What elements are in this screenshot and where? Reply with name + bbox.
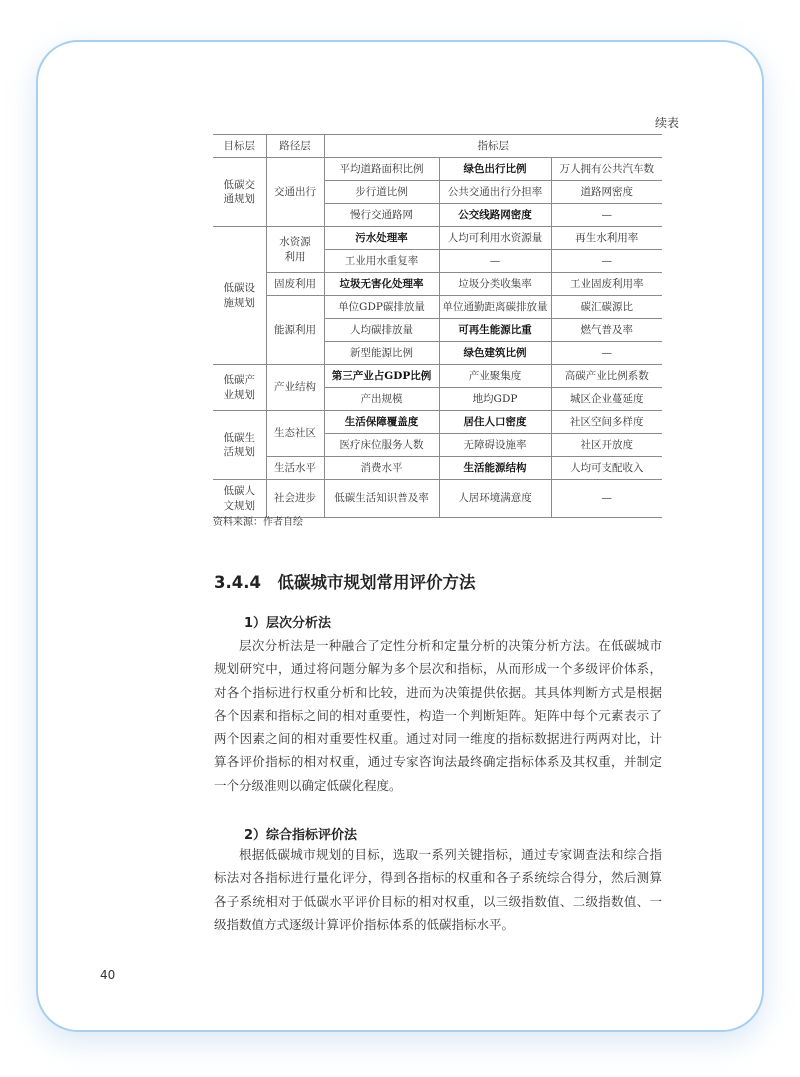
indicator-cell: 产出规模 — [324, 388, 439, 411]
indicator-cell: 新型能源比例 — [324, 342, 439, 365]
indicator-cell: 单位通勤距离碳排放量 — [439, 296, 551, 319]
goal-cell: 低碳产业规划 — [213, 365, 266, 411]
table-row — [213, 411, 662, 434]
indicator-cell: 高碳产业比例系数 — [551, 365, 662, 388]
table-source-note: 资料来源：作者自绘 — [213, 517, 303, 528]
table-continued-label: 续表 — [654, 116, 679, 130]
indicator-cell: 垃圾分类收集率 — [439, 273, 551, 296]
path-cell: 生活水平 — [266, 457, 324, 480]
indicator-cell: 人均可支配收入 — [551, 457, 662, 480]
path-cell: 产业结构 — [266, 365, 324, 411]
path-cell: 交通出行 — [266, 158, 324, 227]
path-cell: 能源利用 — [266, 296, 324, 365]
indicator-cell: 城区企业蔓延度 — [551, 388, 662, 411]
indicator-cell: 无障碍设施率 — [439, 434, 551, 457]
paragraph-ahp: 层次分析法是一种融合了定性分析和定量分析的决策分析方法。在低碳城市规划研究中，通过将问题分解为多个层次和指标，从而形成一个多级评价体系，对各个指标进行权重分析和比较，进而为决策提供依据。其具体判断方式是根据各个因素和指标之间的相对重要性，构造一个判断矩阵。矩阵中每个元素表示了两个因素之间的相对重要性权重。通过对同一维度的指标数据进行两两对比，计算各评价指标的相对权重，通过专家咨询法最终确定指标体系及其权重，并制定一个分级准则以确定低碳化程度。 — [214, 638, 662, 793]
path-cell: 固废利用 — [266, 273, 324, 296]
path-cell: 水资源利用 — [266, 227, 324, 273]
indicator-cell: 再生水利用率 — [551, 227, 662, 250]
indicator-cell: 低碳生活知识普及率 — [324, 480, 439, 518]
goal-cell: 低碳设施规划 — [213, 227, 266, 365]
indicator-cell: 公交线路网密度 — [439, 204, 551, 227]
table-row — [213, 365, 662, 388]
indicator-cell: 可再生能源比重 — [439, 319, 551, 342]
subsection-title-ahp: 1）层次分析法 — [244, 616, 332, 631]
indicator-cell: 万人拥有公共汽车数 — [551, 158, 662, 181]
indicator-cell: — — [551, 480, 662, 518]
indicator-cell: 慢行交通路网 — [324, 204, 439, 227]
table-row — [213, 227, 662, 250]
indicator-cell: 燃气普及率 — [551, 319, 662, 342]
indicator-cell: — — [551, 250, 662, 273]
indicator-table — [213, 134, 662, 518]
table-row — [213, 480, 662, 518]
indicator-cell: 产业聚集度 — [439, 365, 551, 388]
indicator-cell: 人均碳排放量 — [324, 319, 439, 342]
header-indicator-layer: 指标层 — [324, 135, 662, 158]
goal-cell: 低碳生活规划 — [213, 411, 266, 480]
goal-cell: 低碳交通规划 — [213, 158, 266, 227]
indicator-cell: — — [551, 204, 662, 227]
paragraph-composite-index: 根据低碳城市规划的目标，选取一系列关键指标，通过专家调查法和综合指标法对各指标进行量化评分，得到各指标的权重和各子系统综合得分，然后测算各子系统相对于低碳水平评价目标的相对权重，以三级指数值、二级指数值、一级指数值方式逐级计算评价指标体系的低碳指标水平。 — [214, 847, 662, 932]
indicator-cell: 人居环境满意度 — [439, 480, 551, 518]
indicator-cell: 医疗床位服务人数 — [324, 434, 439, 457]
indicator-cell: 公共交通出行分担率 — [439, 181, 551, 204]
table-row — [213, 457, 662, 480]
indicator-cell: 工业固废利用率 — [551, 273, 662, 296]
indicator-cell: 道路网密度 — [551, 181, 662, 204]
path-cell: 社会进步 — [266, 480, 324, 518]
table-header-row — [213, 135, 662, 158]
table-row — [213, 158, 662, 181]
indicator-cell: — — [551, 342, 662, 365]
indicator-cell: 绿色建筑比例 — [439, 342, 551, 365]
table-row — [213, 296, 662, 319]
indicator-cell: 步行道比例 — [324, 181, 439, 204]
subsection-title-composite-index: 2）综合指标评价法 — [244, 828, 358, 843]
table-row — [213, 273, 662, 296]
indicator-cell: 绿色出行比例 — [439, 158, 551, 181]
indicator-cell: 平均道路面积比例 — [324, 158, 439, 181]
indicator-cell: 消费水平 — [324, 457, 439, 480]
path-cell: 生态社区 — [266, 411, 324, 457]
indicator-cell: 地均GDP — [439, 388, 551, 411]
header-path-layer: 路径层 — [266, 135, 324, 158]
section-title: 3.4.4 低碳城市规划常用评价方法 — [214, 573, 476, 592]
indicator-cell: 居住人口密度 — [439, 411, 551, 434]
indicator-cell: 单位GDP碳排放量 — [324, 296, 439, 319]
indicator-cell: 碳汇碳源比 — [551, 296, 662, 319]
indicator-cell: 社区开放度 — [551, 434, 662, 457]
header-goal-layer: 目标层 — [213, 135, 266, 158]
indicator-cell: 社区空间多样度 — [551, 411, 662, 434]
indicator-cell: 第三产业占GDP比例 — [324, 365, 439, 388]
indicator-cell: 垃圾无害化处理率 — [324, 273, 439, 296]
indicator-cell: — — [439, 250, 551, 273]
indicator-cell: 生活能源结构 — [439, 457, 551, 480]
indicator-cell: 污水处理率 — [324, 227, 439, 250]
indicator-cell: 工业用水重复率 — [324, 250, 439, 273]
indicator-cell: 生活保障覆盖度 — [324, 411, 439, 434]
goal-cell: 低碳人文规划 — [213, 480, 266, 518]
indicator-cell: 人均可利用水资源量 — [439, 227, 551, 250]
page-number: 40 — [100, 968, 116, 982]
